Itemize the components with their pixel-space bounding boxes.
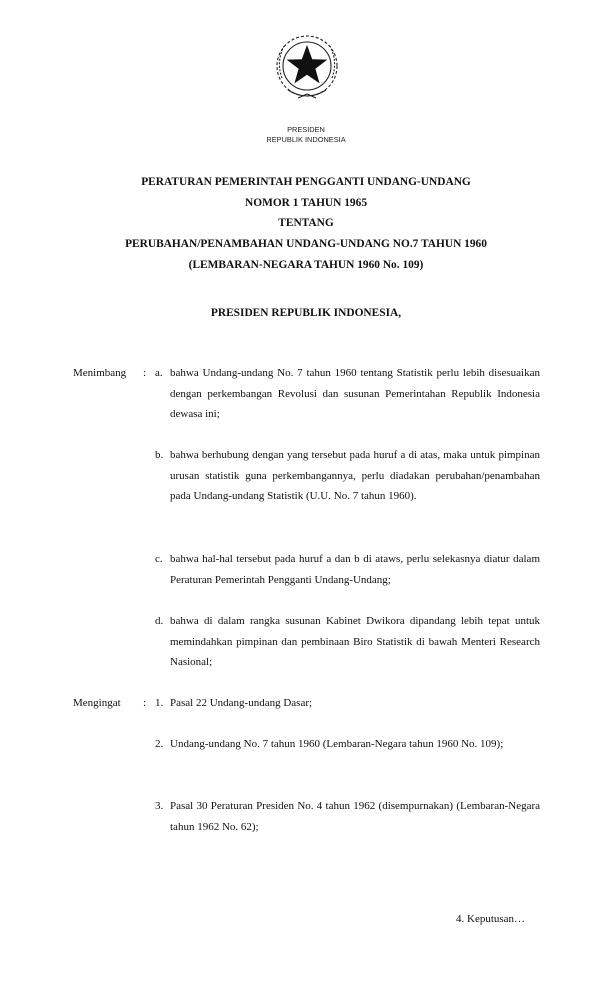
legal-basis-item [155,796,540,837]
page-continuation-note: 4. Keputusan… [456,913,526,925]
item-text: bahwa berhubung dengan yang tersebut pada huruf a di atas, maka untuk pimpinan urusan statistik guna perkembangannya, perlu diadakan perubahan/penambahan pada Undang-undang Statistik (U.U. No. 7 tahun 1960). [170,449,540,503]
section-label: Mengingat [73,697,121,709]
item-marker: 2. [155,738,164,750]
section-colon: : [143,367,147,379]
consideration-item [155,445,540,507]
item-text: bahwa di dalam rangka susunan Kabinet Dwikora dipandang lebih tepat untuk memindahkan pimpinan dan pembinaan Biro Statistik di bawah Menteri Research Nasional; [170,615,540,669]
section-colon: : [143,697,147,709]
letterhead-caption-president: PRESIDEN [287,125,325,134]
item-text: Pasal 22 Undang-undang Dasar; [170,697,313,709]
item-text: Undang-undang No. 7 tahun 1960 (Lembaran-Negara tahun 1960 No. 109); [170,738,504,750]
consideration-item [155,611,540,673]
item-marker: b. [155,449,164,461]
title-gazette-reference: (LEMBARAN-NEGARA TAHUN 1960 No. 109) [188,258,424,271]
item-text: Pasal 30 Peraturan Presiden No. 4 tahun 1962 (disempurnakan) (Lembaran-Negara tahun 1962 No. 62); [170,800,540,833]
item-marker: d. [155,615,164,627]
greeting: PRESIDEN REPUBLIK INDONESIA, [210,307,402,319]
legal-basis-item [155,693,540,714]
section-label: Menimbang [73,367,127,379]
consideration-item [155,363,540,425]
document-title [0,172,612,276]
letterhead-caption-republic: REPUBLIK INDONESIA [266,135,346,144]
item-marker: a. [155,367,163,379]
legal-basis-item [155,734,540,755]
title-regulation-type: PERATURAN PEMERINTAH PENGGANTI UNDANG-UNDANG [141,176,471,188]
item-text: bahwa Undang-undang No. 7 tahun 1960 tentang Statistik perlu lebih disesuaikan dengan perkembangan Revolusi dan susunan Pemerintahan Republik Indonesia dewasa ini; [170,367,540,421]
consideration-item [155,549,540,590]
title-subject: PERUBAHAN/PENAMBAHAN UNDANG-UNDANG NO.7 TAHUN 1960 [125,238,487,251]
item-marker: 3. [155,800,164,812]
title-about: TENTANG [278,217,334,230]
item-marker: 1. [155,697,164,709]
item-marker: c. [155,553,163,565]
item-text: bahwa hal-hal tersebut pada huruf a dan b di ataws, perlu selekasnya diatur dalam Peraturan Pemerintah Pengganti Undang-Undang; [170,553,540,586]
presidential-emblem-icon [268,28,346,116]
title-number-year: NOMOR 1 TAHUN 1965 [244,196,368,209]
